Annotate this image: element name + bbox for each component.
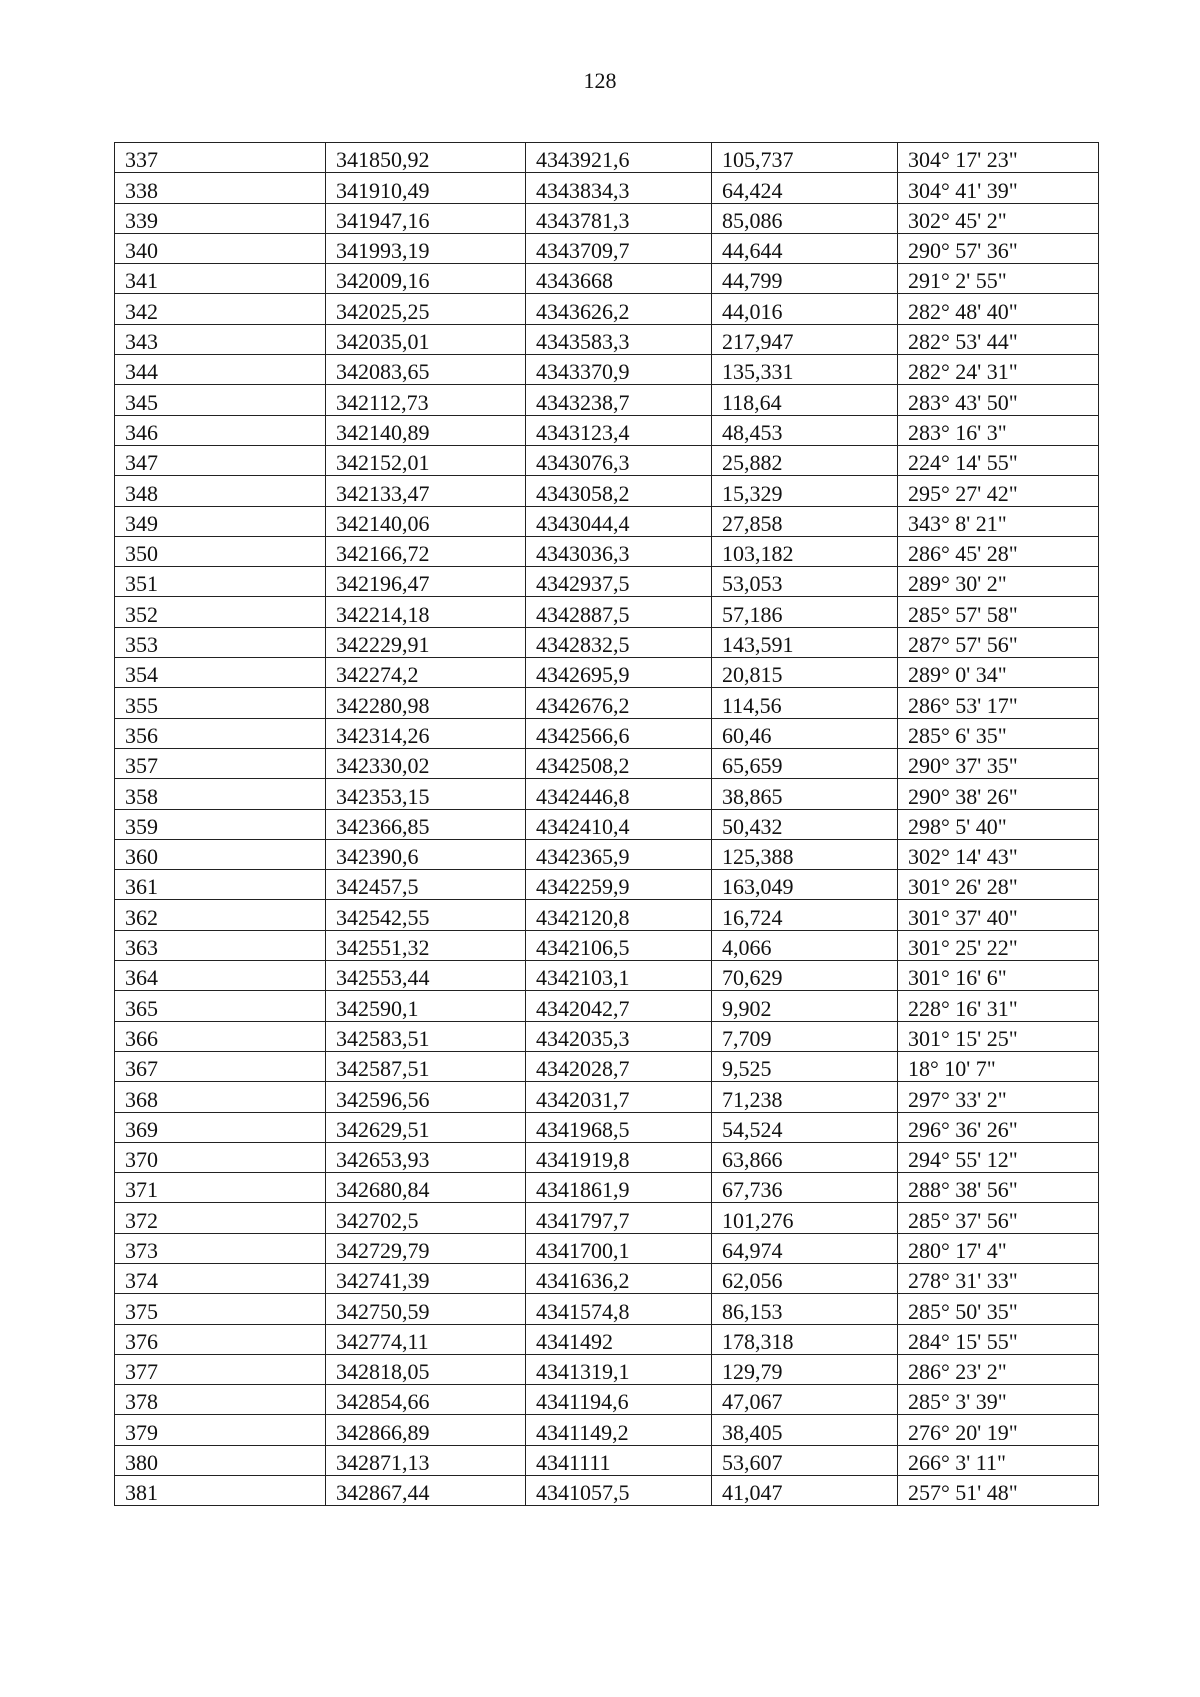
direction-angle-cell: 266° 3' 11" [898, 1445, 1099, 1475]
x-coordinate-cell: 342553,44 [326, 961, 526, 991]
y-coordinate-cell: 4342937,5 [526, 567, 712, 597]
distance-cell: 71,238 [712, 1082, 898, 1112]
distance-cell: 50,432 [712, 809, 898, 839]
distance-cell: 217,947 [712, 324, 898, 354]
x-coordinate-cell: 341947,16 [326, 203, 526, 233]
point-number-cell: 359 [115, 809, 326, 839]
point-number-cell: 379 [115, 1415, 326, 1445]
x-coordinate-cell: 342280,98 [326, 688, 526, 718]
x-coordinate-cell: 342330,02 [326, 748, 526, 778]
direction-angle-cell: 276° 20' 19" [898, 1415, 1099, 1445]
y-coordinate-cell: 4343044,4 [526, 506, 712, 536]
y-coordinate-cell: 4342106,5 [526, 930, 712, 960]
point-number-cell: 352 [115, 597, 326, 627]
point-number-cell: 341 [115, 264, 326, 294]
table-row [115, 748, 1099, 778]
x-coordinate-cell: 342112,73 [326, 385, 526, 415]
x-coordinate-cell: 342214,18 [326, 597, 526, 627]
point-number-cell: 354 [115, 658, 326, 688]
y-coordinate-cell: 4342676,2 [526, 688, 712, 718]
table-row [115, 718, 1099, 748]
y-coordinate-cell: 4342695,9 [526, 658, 712, 688]
direction-angle-cell: 301° 16' 6" [898, 961, 1099, 991]
table-row [115, 567, 1099, 597]
table-row [115, 1476, 1099, 1506]
distance-cell: 101,276 [712, 1203, 898, 1233]
table-row [115, 961, 1099, 991]
x-coordinate-cell: 342152,01 [326, 445, 526, 475]
y-coordinate-cell: 4342446,8 [526, 779, 712, 809]
y-coordinate-cell: 4343036,3 [526, 536, 712, 566]
direction-angle-cell: 282° 24' 31" [898, 355, 1099, 385]
direction-angle-cell: 296° 36' 26" [898, 1112, 1099, 1142]
distance-cell: 20,815 [712, 658, 898, 688]
point-number-cell: 342 [115, 294, 326, 324]
direction-angle-cell: 288° 38' 56" [898, 1173, 1099, 1203]
point-number-cell: 350 [115, 536, 326, 566]
y-coordinate-cell: 4342035,3 [526, 1021, 712, 1051]
distance-cell: 64,424 [712, 173, 898, 203]
direction-angle-cell: 289° 0' 34" [898, 658, 1099, 688]
table-row [115, 1445, 1099, 1475]
direction-angle-cell: 290° 38' 26" [898, 779, 1099, 809]
distance-cell: 70,629 [712, 961, 898, 991]
point-number-cell: 381 [115, 1476, 326, 1506]
distance-cell: 9,902 [712, 991, 898, 1021]
point-number-cell: 365 [115, 991, 326, 1021]
distance-cell: 65,659 [712, 748, 898, 778]
point-number-cell: 346 [115, 415, 326, 445]
y-coordinate-cell: 4341057,5 [526, 1476, 712, 1506]
x-coordinate-cell: 342390,6 [326, 839, 526, 869]
point-number-cell: 361 [115, 870, 326, 900]
table-row [115, 779, 1099, 809]
direction-angle-cell: 301° 25' 22" [898, 930, 1099, 960]
y-coordinate-cell: 4343076,3 [526, 445, 712, 475]
direction-angle-cell: 290° 37' 35" [898, 748, 1099, 778]
distance-cell: 64,974 [712, 1233, 898, 1263]
table-row [115, 324, 1099, 354]
direction-angle-cell: 280° 17' 4" [898, 1233, 1099, 1263]
point-number-cell: 358 [115, 779, 326, 809]
direction-angle-cell: 18° 10' 7" [898, 1051, 1099, 1081]
point-number-cell: 364 [115, 961, 326, 991]
point-number-cell: 378 [115, 1385, 326, 1415]
x-coordinate-cell: 342680,84 [326, 1173, 526, 1203]
table-row [115, 264, 1099, 294]
x-coordinate-cell: 342583,51 [326, 1021, 526, 1051]
x-coordinate-cell: 342818,05 [326, 1354, 526, 1384]
point-number-cell: 375 [115, 1294, 326, 1324]
point-number-cell: 345 [115, 385, 326, 415]
table-row [115, 1415, 1099, 1445]
table-row [115, 415, 1099, 445]
x-coordinate-cell: 342741,39 [326, 1263, 526, 1293]
distance-cell: 105,737 [712, 143, 898, 173]
direction-angle-cell: 286° 23' 2" [898, 1354, 1099, 1384]
direction-angle-cell: 302° 14' 43" [898, 839, 1099, 869]
distance-cell: 143,591 [712, 627, 898, 657]
direction-angle-cell: 289° 30' 2" [898, 567, 1099, 597]
distance-cell: 163,049 [712, 870, 898, 900]
table-row [115, 991, 1099, 1021]
x-coordinate-cell: 342629,51 [326, 1112, 526, 1142]
table-row [115, 355, 1099, 385]
y-coordinate-cell: 4341968,5 [526, 1112, 712, 1142]
y-coordinate-cell: 4342042,7 [526, 991, 712, 1021]
distance-cell: 27,858 [712, 506, 898, 536]
point-number-cell: 338 [115, 173, 326, 203]
x-coordinate-cell: 342750,59 [326, 1294, 526, 1324]
distance-cell: 44,644 [712, 233, 898, 263]
direction-angle-cell: 297° 33' 2" [898, 1082, 1099, 1112]
x-coordinate-cell: 342702,5 [326, 1203, 526, 1233]
x-coordinate-cell: 342009,16 [326, 264, 526, 294]
table-row [115, 1385, 1099, 1415]
x-coordinate-cell: 342140,06 [326, 506, 526, 536]
distance-cell: 4,066 [712, 930, 898, 960]
distance-cell: 67,736 [712, 1173, 898, 1203]
y-coordinate-cell: 4343370,9 [526, 355, 712, 385]
y-coordinate-cell: 4341919,8 [526, 1142, 712, 1172]
y-coordinate-cell: 4343921,6 [526, 143, 712, 173]
x-coordinate-cell: 341993,19 [326, 233, 526, 263]
distance-cell: 85,086 [712, 203, 898, 233]
x-coordinate-cell: 342590,1 [326, 991, 526, 1021]
table-row [115, 385, 1099, 415]
x-coordinate-cell: 342653,93 [326, 1142, 526, 1172]
y-coordinate-cell: 4342028,7 [526, 1051, 712, 1081]
distance-cell: 9,525 [712, 1051, 898, 1081]
table-row [115, 1294, 1099, 1324]
x-coordinate-cell: 341910,49 [326, 173, 526, 203]
direction-angle-cell: 283° 16' 3" [898, 415, 1099, 445]
point-number-cell: 337 [115, 143, 326, 173]
table-row [115, 1082, 1099, 1112]
x-coordinate-cell: 342140,89 [326, 415, 526, 445]
coordinates-table [114, 142, 1099, 1506]
x-coordinate-cell: 342083,65 [326, 355, 526, 385]
point-number-cell: 363 [115, 930, 326, 960]
distance-cell: 135,331 [712, 355, 898, 385]
point-number-cell: 368 [115, 1082, 326, 1112]
y-coordinate-cell: 4343583,3 [526, 324, 712, 354]
distance-cell: 63,866 [712, 1142, 898, 1172]
x-coordinate-cell: 342866,89 [326, 1415, 526, 1445]
x-coordinate-cell: 342274,2 [326, 658, 526, 688]
distance-cell: 129,79 [712, 1354, 898, 1384]
x-coordinate-cell: 342196,47 [326, 567, 526, 597]
direction-angle-cell: 301° 26' 28" [898, 870, 1099, 900]
distance-cell: 41,047 [712, 1476, 898, 1506]
y-coordinate-cell: 4343834,3 [526, 173, 712, 203]
y-coordinate-cell: 4341797,7 [526, 1203, 712, 1233]
direction-angle-cell: 282° 53' 44" [898, 324, 1099, 354]
y-coordinate-cell: 4343781,3 [526, 203, 712, 233]
x-coordinate-cell: 342025,25 [326, 294, 526, 324]
x-coordinate-cell: 342596,56 [326, 1082, 526, 1112]
distance-cell: 44,799 [712, 264, 898, 294]
distance-cell: 7,709 [712, 1021, 898, 1051]
x-coordinate-cell: 342035,01 [326, 324, 526, 354]
table-row [115, 143, 1099, 173]
x-coordinate-cell: 342871,13 [326, 1445, 526, 1475]
y-coordinate-cell: 4343058,2 [526, 476, 712, 506]
distance-cell: 178,318 [712, 1324, 898, 1354]
table-row [115, 1112, 1099, 1142]
table-row [115, 870, 1099, 900]
y-coordinate-cell: 4341492 [526, 1324, 712, 1354]
point-number-cell: 344 [115, 355, 326, 385]
y-coordinate-cell: 4342410,4 [526, 809, 712, 839]
table-row [115, 1021, 1099, 1051]
x-coordinate-cell: 342587,51 [326, 1051, 526, 1081]
direction-angle-cell: 295° 27' 42" [898, 476, 1099, 506]
point-number-cell: 377 [115, 1354, 326, 1384]
x-coordinate-cell: 342229,91 [326, 627, 526, 657]
distance-cell: 62,056 [712, 1263, 898, 1293]
page-number: 128 [583, 68, 617, 93]
y-coordinate-cell: 4343626,2 [526, 294, 712, 324]
direction-angle-cell: 302° 45' 2" [898, 203, 1099, 233]
point-number-cell: 380 [115, 1445, 326, 1475]
point-number-cell: 376 [115, 1324, 326, 1354]
point-number-cell: 369 [115, 1112, 326, 1142]
table-row [115, 233, 1099, 263]
table-row [115, 1203, 1099, 1233]
point-number-cell: 353 [115, 627, 326, 657]
distance-cell: 47,067 [712, 1385, 898, 1415]
y-coordinate-cell: 4343709,7 [526, 233, 712, 263]
table-row [115, 536, 1099, 566]
y-coordinate-cell: 4342832,5 [526, 627, 712, 657]
table-row [115, 930, 1099, 960]
x-coordinate-cell: 342353,15 [326, 779, 526, 809]
y-coordinate-cell: 4342259,9 [526, 870, 712, 900]
direction-angle-cell: 290° 57' 36" [898, 233, 1099, 263]
distance-cell: 53,053 [712, 567, 898, 597]
direction-angle-cell: 304° 17' 23" [898, 143, 1099, 173]
direction-angle-cell: 301° 15' 25" [898, 1021, 1099, 1051]
y-coordinate-cell: 4342120,8 [526, 900, 712, 930]
distance-cell: 48,453 [712, 415, 898, 445]
x-coordinate-cell: 342854,66 [326, 1385, 526, 1415]
y-coordinate-cell: 4343668 [526, 264, 712, 294]
direction-angle-cell: 224° 14' 55" [898, 445, 1099, 475]
distance-cell: 103,182 [712, 536, 898, 566]
y-coordinate-cell: 4341636,2 [526, 1263, 712, 1293]
x-coordinate-cell: 342729,79 [326, 1233, 526, 1263]
x-coordinate-cell: 342133,47 [326, 476, 526, 506]
y-coordinate-cell: 4342031,7 [526, 1082, 712, 1112]
point-number-cell: 374 [115, 1263, 326, 1293]
direction-angle-cell: 286° 53' 17" [898, 688, 1099, 718]
distance-cell: 25,882 [712, 445, 898, 475]
direction-angle-cell: 285° 50' 35" [898, 1294, 1099, 1324]
x-coordinate-cell: 342542,55 [326, 900, 526, 930]
distance-cell: 38,405 [712, 1415, 898, 1445]
table-row [115, 900, 1099, 930]
point-number-cell: 373 [115, 1233, 326, 1263]
x-coordinate-cell: 342314,26 [326, 718, 526, 748]
distance-cell: 86,153 [712, 1294, 898, 1324]
y-coordinate-cell: 4341319,1 [526, 1354, 712, 1384]
table-row [115, 1263, 1099, 1293]
x-coordinate-cell: 342867,44 [326, 1476, 526, 1506]
direction-angle-cell: 301° 37' 40" [898, 900, 1099, 930]
direction-angle-cell: 278° 31' 33" [898, 1263, 1099, 1293]
direction-angle-cell: 286° 45' 28" [898, 536, 1099, 566]
table-row [115, 1233, 1099, 1263]
table-row [115, 1173, 1099, 1203]
point-number-cell: 367 [115, 1051, 326, 1081]
y-coordinate-cell: 4342103,1 [526, 961, 712, 991]
y-coordinate-cell: 4342887,5 [526, 597, 712, 627]
direction-angle-cell: 285° 3' 39" [898, 1385, 1099, 1415]
coordinates-table-body [115, 143, 1099, 1506]
table-row [115, 688, 1099, 718]
direction-angle-cell: 304° 41' 39" [898, 173, 1099, 203]
table-row [115, 627, 1099, 657]
x-coordinate-cell: 342457,5 [326, 870, 526, 900]
y-coordinate-cell: 4342508,2 [526, 748, 712, 778]
point-number-cell: 349 [115, 506, 326, 536]
y-coordinate-cell: 4341700,1 [526, 1233, 712, 1263]
y-coordinate-cell: 4341861,9 [526, 1173, 712, 1203]
y-coordinate-cell: 4341149,2 [526, 1415, 712, 1445]
table-row [115, 658, 1099, 688]
direction-angle-cell: 291° 2' 55" [898, 264, 1099, 294]
direction-angle-cell: 285° 37' 56" [898, 1203, 1099, 1233]
table-row [115, 839, 1099, 869]
x-coordinate-cell: 342774,11 [326, 1324, 526, 1354]
point-number-cell: 371 [115, 1173, 326, 1203]
point-number-cell: 370 [115, 1142, 326, 1172]
point-number-cell: 360 [115, 839, 326, 869]
point-number-cell: 343 [115, 324, 326, 354]
y-coordinate-cell: 4341194,6 [526, 1385, 712, 1415]
direction-angle-cell: 294° 55' 12" [898, 1142, 1099, 1172]
point-number-cell: 372 [115, 1203, 326, 1233]
distance-cell: 44,016 [712, 294, 898, 324]
point-number-cell: 357 [115, 748, 326, 778]
table-row [115, 476, 1099, 506]
direction-angle-cell: 228° 16' 31" [898, 991, 1099, 1021]
direction-angle-cell: 298° 5' 40" [898, 809, 1099, 839]
x-coordinate-cell: 341850,92 [326, 143, 526, 173]
direction-angle-cell: 257° 51' 48" [898, 1476, 1099, 1506]
table-row [115, 203, 1099, 233]
y-coordinate-cell: 4343238,7 [526, 385, 712, 415]
table-row [115, 1324, 1099, 1354]
point-number-cell: 348 [115, 476, 326, 506]
y-coordinate-cell: 4341111 [526, 1445, 712, 1475]
point-number-cell: 356 [115, 718, 326, 748]
table-row [115, 1354, 1099, 1384]
distance-cell: 57,186 [712, 597, 898, 627]
x-coordinate-cell: 342551,32 [326, 930, 526, 960]
distance-cell: 54,524 [712, 1112, 898, 1142]
y-coordinate-cell: 4342566,6 [526, 718, 712, 748]
point-number-cell: 362 [115, 900, 326, 930]
table-row [115, 809, 1099, 839]
distance-cell: 60,46 [712, 718, 898, 748]
table-row [115, 1051, 1099, 1081]
point-number-cell: 347 [115, 445, 326, 475]
direction-angle-cell: 282° 48' 40" [898, 294, 1099, 324]
distance-cell: 114,56 [712, 688, 898, 718]
direction-angle-cell: 287° 57' 56" [898, 627, 1099, 657]
direction-angle-cell: 285° 57' 58" [898, 597, 1099, 627]
x-coordinate-cell: 342166,72 [326, 536, 526, 566]
distance-cell: 118,64 [712, 385, 898, 415]
distance-cell: 15,329 [712, 476, 898, 506]
point-number-cell: 355 [115, 688, 326, 718]
point-number-cell: 366 [115, 1021, 326, 1051]
table-row [115, 173, 1099, 203]
table-row [115, 445, 1099, 475]
table-row [115, 597, 1099, 627]
direction-angle-cell: 283° 43' 50" [898, 385, 1099, 415]
x-coordinate-cell: 342366,85 [326, 809, 526, 839]
y-coordinate-cell: 4342365,9 [526, 839, 712, 869]
point-number-cell: 351 [115, 567, 326, 597]
point-number-cell: 340 [115, 233, 326, 263]
direction-angle-cell: 285° 6' 35" [898, 718, 1099, 748]
table-row [115, 294, 1099, 324]
y-coordinate-cell: 4343123,4 [526, 415, 712, 445]
distance-cell: 53,607 [712, 1445, 898, 1475]
y-coordinate-cell: 4341574,8 [526, 1294, 712, 1324]
distance-cell: 16,724 [712, 900, 898, 930]
table-row [115, 1142, 1099, 1172]
distance-cell: 125,388 [712, 839, 898, 869]
table-row [115, 506, 1099, 536]
distance-cell: 38,865 [712, 779, 898, 809]
direction-angle-cell: 343° 8' 21" [898, 506, 1099, 536]
direction-angle-cell: 284° 15' 55" [898, 1324, 1099, 1354]
point-number-cell: 339 [115, 203, 326, 233]
